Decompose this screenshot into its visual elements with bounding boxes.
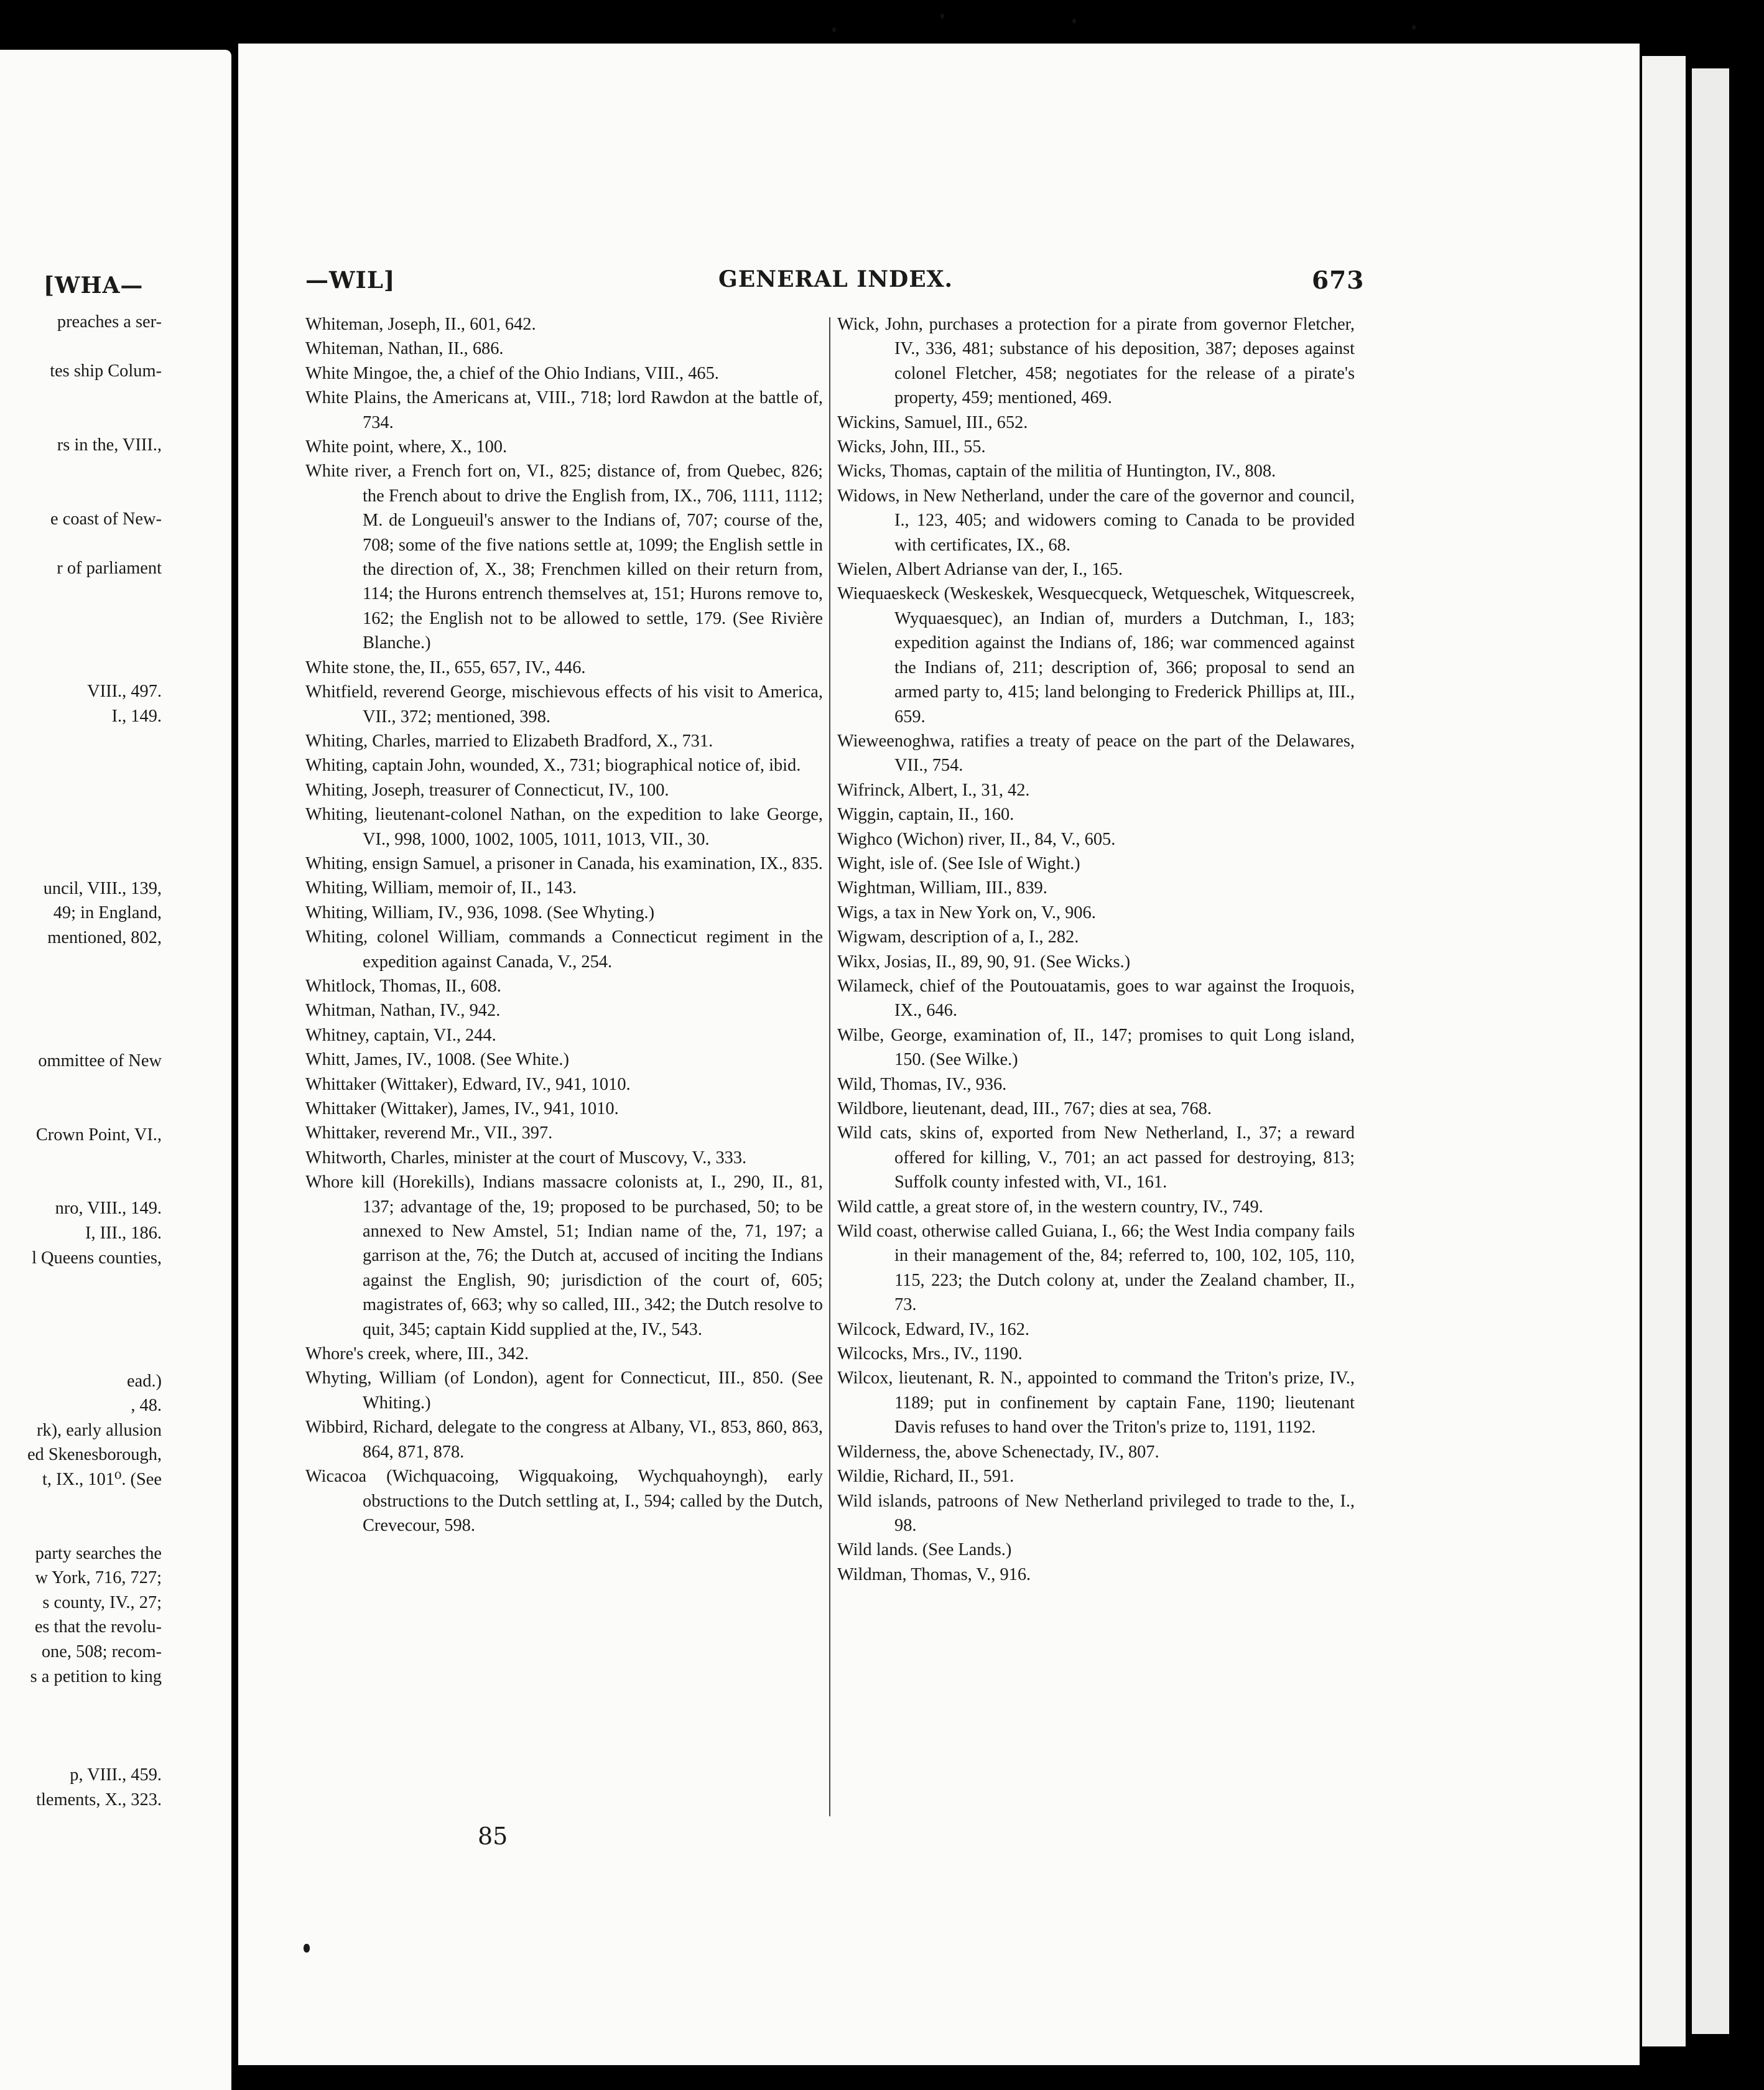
left-page-line-fragment: s county, IV., 27; [42,1592,162,1612]
index-entry: Whiting, ensign Samuel, a prisoner in Canada, his examination, IX., 835. [305,853,823,873]
index-entry: Wilderness, the, above Schenectady, IV., 807. [837,1442,1159,1462]
index-entry: Wibbird, Richard, delegate to the congress at Albany, VI., 853, 860, 863, 864, 871, 878. [305,1418,823,1462]
index-entry: Wild, Thomas, IV., 936. [837,1074,1007,1094]
index-entry: Whitney, captain, VI., 244. [305,1025,496,1045]
left-page-line-fragment: , 48. [131,1396,162,1416]
page-edge-stack-outer [1692,68,1729,2034]
left-page-line-fragment: t, IX., 101⁰. (See [42,1469,162,1489]
index-entry: Wildman, Thomas, V., 916. [837,1564,1031,1584]
index-entry: Wickins, Samuel, III., 652. [837,412,1028,432]
left-page-line-fragment: ed Skenesborough, [27,1445,162,1465]
index-entry: Wildbore, lieutenant, dead, III., 767; dies at sea, 768. [837,1099,1212,1118]
index-entry: Wigwam, description of a, I., 282. [837,927,1079,947]
index-column-left [305,312,823,1538]
left-page-line-fragment [0,605,162,630]
index-entry: Wielen, Albert Adrianse van der, I., 165. [837,560,1123,580]
left-page-line-fragment [0,654,162,679]
index-entry: Whiting, Joseph, treasurer of Connecticut, IV., 100. [305,780,669,800]
left-page-line-fragment [0,1689,162,1714]
page-number: 673 [1312,266,1365,295]
index-entry: Wiequaeskeck (Weskeskek, Wesquecqueck, Wetqueschek, Witquescreek, Wyquaesquec), an Indian of, murders a Dutchman, I., 183; expedition against the Indians of, 186; war commenced against the Indians of, 211; description of, 366; proposal to send an armed party to, 415; land belonging to Frederick Phillips at, III., 659. [837,584,1355,727]
left-page-line-fragment [0,531,162,556]
left-page-fragment [0,50,231,2090]
left-page-line-fragment [0,581,162,606]
left-page-line-fragment: s a petition to king [30,1666,162,1686]
index-entry: Whiting, Charles, married to Elizabeth Bradford, X., 731. [305,731,713,751]
index-entry: Widows, in New Netherland, under the care of the governor and council, I., 123, 405; and widowers coming to Canada to be provided with certificates, IX., 68. [837,486,1355,555]
left-page-line-fragment: p, VIII., 459. [70,1765,162,1785]
left-page-line-fragment [0,852,162,876]
left-page-line-fragment [0,1492,162,1517]
index-entry: Wilcox, lieutenant, R. N., appointed to command the Triton's prize, IV., 1189; put in confinement by captain Fane, 1190; lieutenant Davis refuses to hand over the Triton's prize to, 1191, 1192. [837,1368,1355,1437]
left-page-line-fragment [0,1295,162,1320]
index-entry: Whiting, William, IV., 936, 1098. (See Whyting.) [305,903,655,922]
index-entry: Whyting, William (of London), agent for Connecticut, III., 850. (See Whiting.) [305,1368,823,1413]
left-page-line-fragment [0,458,162,483]
index-entry: Wild cattle, a great store of, in the western country, IV., 749. [837,1197,1263,1217]
left-page-line-fragment: VIII., 497. [87,681,162,701]
ink-speck-mark [304,1944,310,1953]
index-entry: Whittaker, reverend Mr., VII., 397. [305,1123,553,1143]
index-entry: Whittaker (Wittaker), Edward, IV., 941, 1010. [305,1074,631,1094]
left-page-line-fragment [0,408,162,433]
left-page-line-fragment: e coast of New- [50,509,162,529]
index-entry: White river, a French fort on, VI., 825; distance of, from Quebec, 826; the French about to drive the English from, IX., 706, 1111, 1112; M. de Longueuil's answer to the Indians of, 707; course of the, 708; some of the five nations settle at, 1099; the English settle in the direction of, X., 38; Frenchmen killed on their return from, 114; the Hurons entrench themselves at, 151; Hurons remove to, 162; the English not to be allowed to settle, 179. (See Rivière Blanche.) [305,462,823,653]
page-edge-stack [1642,56,1686,2046]
left-page-line-fragment [0,1172,162,1197]
left-page-line-fragment: party searches the [35,1543,162,1563]
left-page-line-fragment [0,1738,162,1763]
index-entry: Whiting, lieutenant-colonel Nathan, on the expedition to lake George, VI., 998, 1000, 1002, 1005, 1011, 1013, VII., 30. [305,805,823,849]
index-entry: Wighco (Wichon) river, II., 84, V., 605. [837,829,1116,849]
index-entry: Wild lands. (See Lands.) [837,1540,1012,1560]
left-page-line-fragment: rk), early allusion [36,1420,162,1440]
left-page-line-fragment [0,778,162,802]
left-page-line-fragment: l Queens counties, [32,1248,162,1268]
left-page-line-fragment [0,753,162,778]
page-title: GENERAL INDEX. [718,266,954,292]
left-page-line-fragment [0,1024,162,1049]
index-entry: Wild islands, patroons of New Netherland privileged to trade to the, I., 98. [837,1491,1355,1535]
left-page-line-fragment [0,802,162,827]
index-entry: Whitfield, reverend George, mischievous effects of his visit to America, VII., 372; mentioned, 398. [305,682,823,727]
scan-speck [940,14,944,19]
index-entry: Wight, isle of. (See Isle of Wight.) [837,853,1080,873]
index-entry: Whittaker (Wittaker), James, IV., 941, 1010. [305,1099,619,1118]
index-entry: Whitlock, Thomas, II., 608. [305,976,501,996]
index-entry: Wild coast, otherwise called Guiana, I., 66; the West India company fails in their management of the, 84; referred to, 100, 102, 105, 110, 115, 223; the Dutch colony at, under the Zealand chamber, II., 73. [837,1222,1355,1315]
index-entry: Wilcock, Edward, IV., 162. [837,1319,1029,1339]
index-entry: Wiggin, captain, II., 160. [837,805,1014,825]
index-entry: Wicacoa (Wichquacoing, Wigquakoing, Wychquahoyngh), early obstructions to the Dutch settling at, I., 594; called by the Dutch, Crevecour, 598. [305,1467,823,1535]
left-page-line-fragment [0,728,162,753]
left-page-line-fragment [0,1344,162,1369]
left-page-line-fragment [0,827,162,852]
index-entry: Wild cats, skins of, exported from New Netherland, I., 37; a reward offered for killing, V., 701; an act passed for destroying, 813; Suffolk county infested with, VI., 161. [837,1123,1355,1192]
left-page-line-fragment: ead.) [127,1371,162,1391]
left-page-line-fragment [0,1000,162,1024]
left-page-line-fragment [0,975,162,1000]
scan-speck [1072,19,1076,24]
left-page-running-head: [WHA— [44,272,144,299]
left-page-line-fragment [0,482,162,507]
left-page-line-fragment: 49; in England, [53,903,162,923]
left-page-line-fragment: preaches a ser- [57,312,162,332]
left-page-line-fragment: mentioned, 802, [47,927,162,947]
index-entry: Wick, John, purchases a protection for a pirate from governor Fletcher, IV., 336, 481; substance of his deposition, 387; deposes against colonel Fletcher, 458; negotiates for the release of a pirate's property, 459; mentioned, 469. [837,315,1355,408]
left-page-line-fragment: rs in the, VIII., [57,435,162,455]
left-page-line-fragment: tlements, X., 323. [36,1790,162,1809]
left-page-line-fragment: one, 508; recom- [41,1642,162,1662]
index-entry: Wigs, a tax in New York on, V., 906. [837,903,1096,922]
left-page-line-fragment [0,384,162,409]
running-head-left: —WIL] [305,266,396,294]
left-page-line-fragment: I, III., 186. [85,1223,162,1243]
index-entry: Wicks, Thomas, captain of the militia of Huntington, IV., 808. [837,462,1276,481]
left-page-line-fragment: ommittee of New [38,1051,162,1071]
index-entry: Whitman, Nathan, IV., 942. [305,1001,501,1021]
index-entry: Whiting, captain John, wounded, X., 731; biographical notice of, ibid. [305,756,801,776]
index-column-right [837,312,1355,1587]
left-page-text-fragments [0,310,162,1812]
left-page-line-fragment: tes ship Colum- [50,361,162,381]
left-page-line-fragment [0,630,162,655]
index-entry: Whiteman, Nathan, II., 686. [305,339,504,359]
index-entry: White Plains, the Americans at, VIII., 718; lord Rawdon at the battle of, 734. [305,388,823,432]
column-divider [829,317,830,1816]
left-page-line-fragment [0,1147,162,1172]
left-page-line-fragment [0,1714,162,1739]
index-entry: Wicks, John, III., 55. [837,437,986,457]
left-page-line-fragment: nro, VIII., 149. [55,1199,162,1219]
index-entry: Wikx, Josias, II., 89, 90, 91. (See Wicks.) [837,952,1131,972]
left-page-line-fragment: Crown Point, VI., [35,1125,162,1145]
left-page-line-fragment [0,335,162,360]
index-entry: Wildie, Richard, II., 591. [837,1467,1014,1487]
left-page-line-fragment: r of parliament [57,558,162,578]
left-page-line-fragment: es that the revolu- [34,1617,162,1637]
index-entry: White stone, the, II., 655, 657, IV., 446. [305,657,586,677]
index-entry: White point, where, X., 100. [305,437,508,457]
index-entry: Whiting, William, memoir of, II., 143. [305,878,577,898]
index-entry: Whitworth, Charles, minister at the court of Muscovy, V., 333. [305,1148,747,1168]
index-entry: Whore kill (Horekills), Indians massacre colonists at, I., 290, II., 81, 137; advantage of the, 19; proposed to be purchased, 50; to be annexed to New Amstel, 51; Indian name of the, 71, 197; a garrison at the, 76; the Dutch at, accused of inciting the Indians against the English, 90; jurisdiction of the court of, 605; magistrates of, 663; why so called, III., 342; the Dutch resolve to quit, 345; captain Kidd supplied at the, IV., 543. [305,1173,823,1339]
left-page-line-fragment [0,950,162,975]
left-page-line-fragment: uncil, VIII., 139, [43,878,162,898]
left-page-line-fragment: w York, 716, 727; [35,1568,162,1588]
index-entry: Whitt, James, IV., 1008. (See White.) [305,1050,569,1070]
index-entry: Whore's creek, where, III., 342. [305,1344,529,1364]
index-entry: Wilameck, chief of the Poutouatamis, goes to war against the Iroquois, IX., 646. [837,976,1355,1021]
left-page-line-fragment [0,1270,162,1295]
index-page [238,44,1640,2065]
index-entry: Whiteman, Joseph, II., 601, 642. [305,315,536,334]
left-page-line-fragment [0,1073,162,1098]
index-entry: Wightman, William, III., 839. [837,878,1047,898]
index-entry: Wifrinck, Albert, I., 31, 42. [837,780,1030,800]
index-entry: Wilcocks, Mrs., IV., 1190. [837,1344,1023,1364]
signature-mark: 85 [478,1823,508,1850]
left-page-line-fragment: I., 149. [111,706,162,726]
index-entry: Wilbe, George, examination of, II., 147; promises to quit Long island, 150. (See Wilke.) [837,1025,1355,1070]
left-page-line-fragment [0,1098,162,1123]
index-entry: Whiting, colonel William, commands a Connecticut regiment in the expedition against Canada, V., 254. [305,927,823,972]
left-page-line-fragment [0,1319,162,1344]
scan-speck [832,27,836,32]
index-entry: Wieweenoghwa, ratifies a treaty of peace on the part of the Delawares, VII., 754. [837,731,1355,776]
scan-speck [1412,25,1416,30]
index-entry: White Mingoe, the, a chief of the Ohio Indians, VIII., 465. [305,363,719,383]
left-page-line-fragment [0,1516,162,1541]
